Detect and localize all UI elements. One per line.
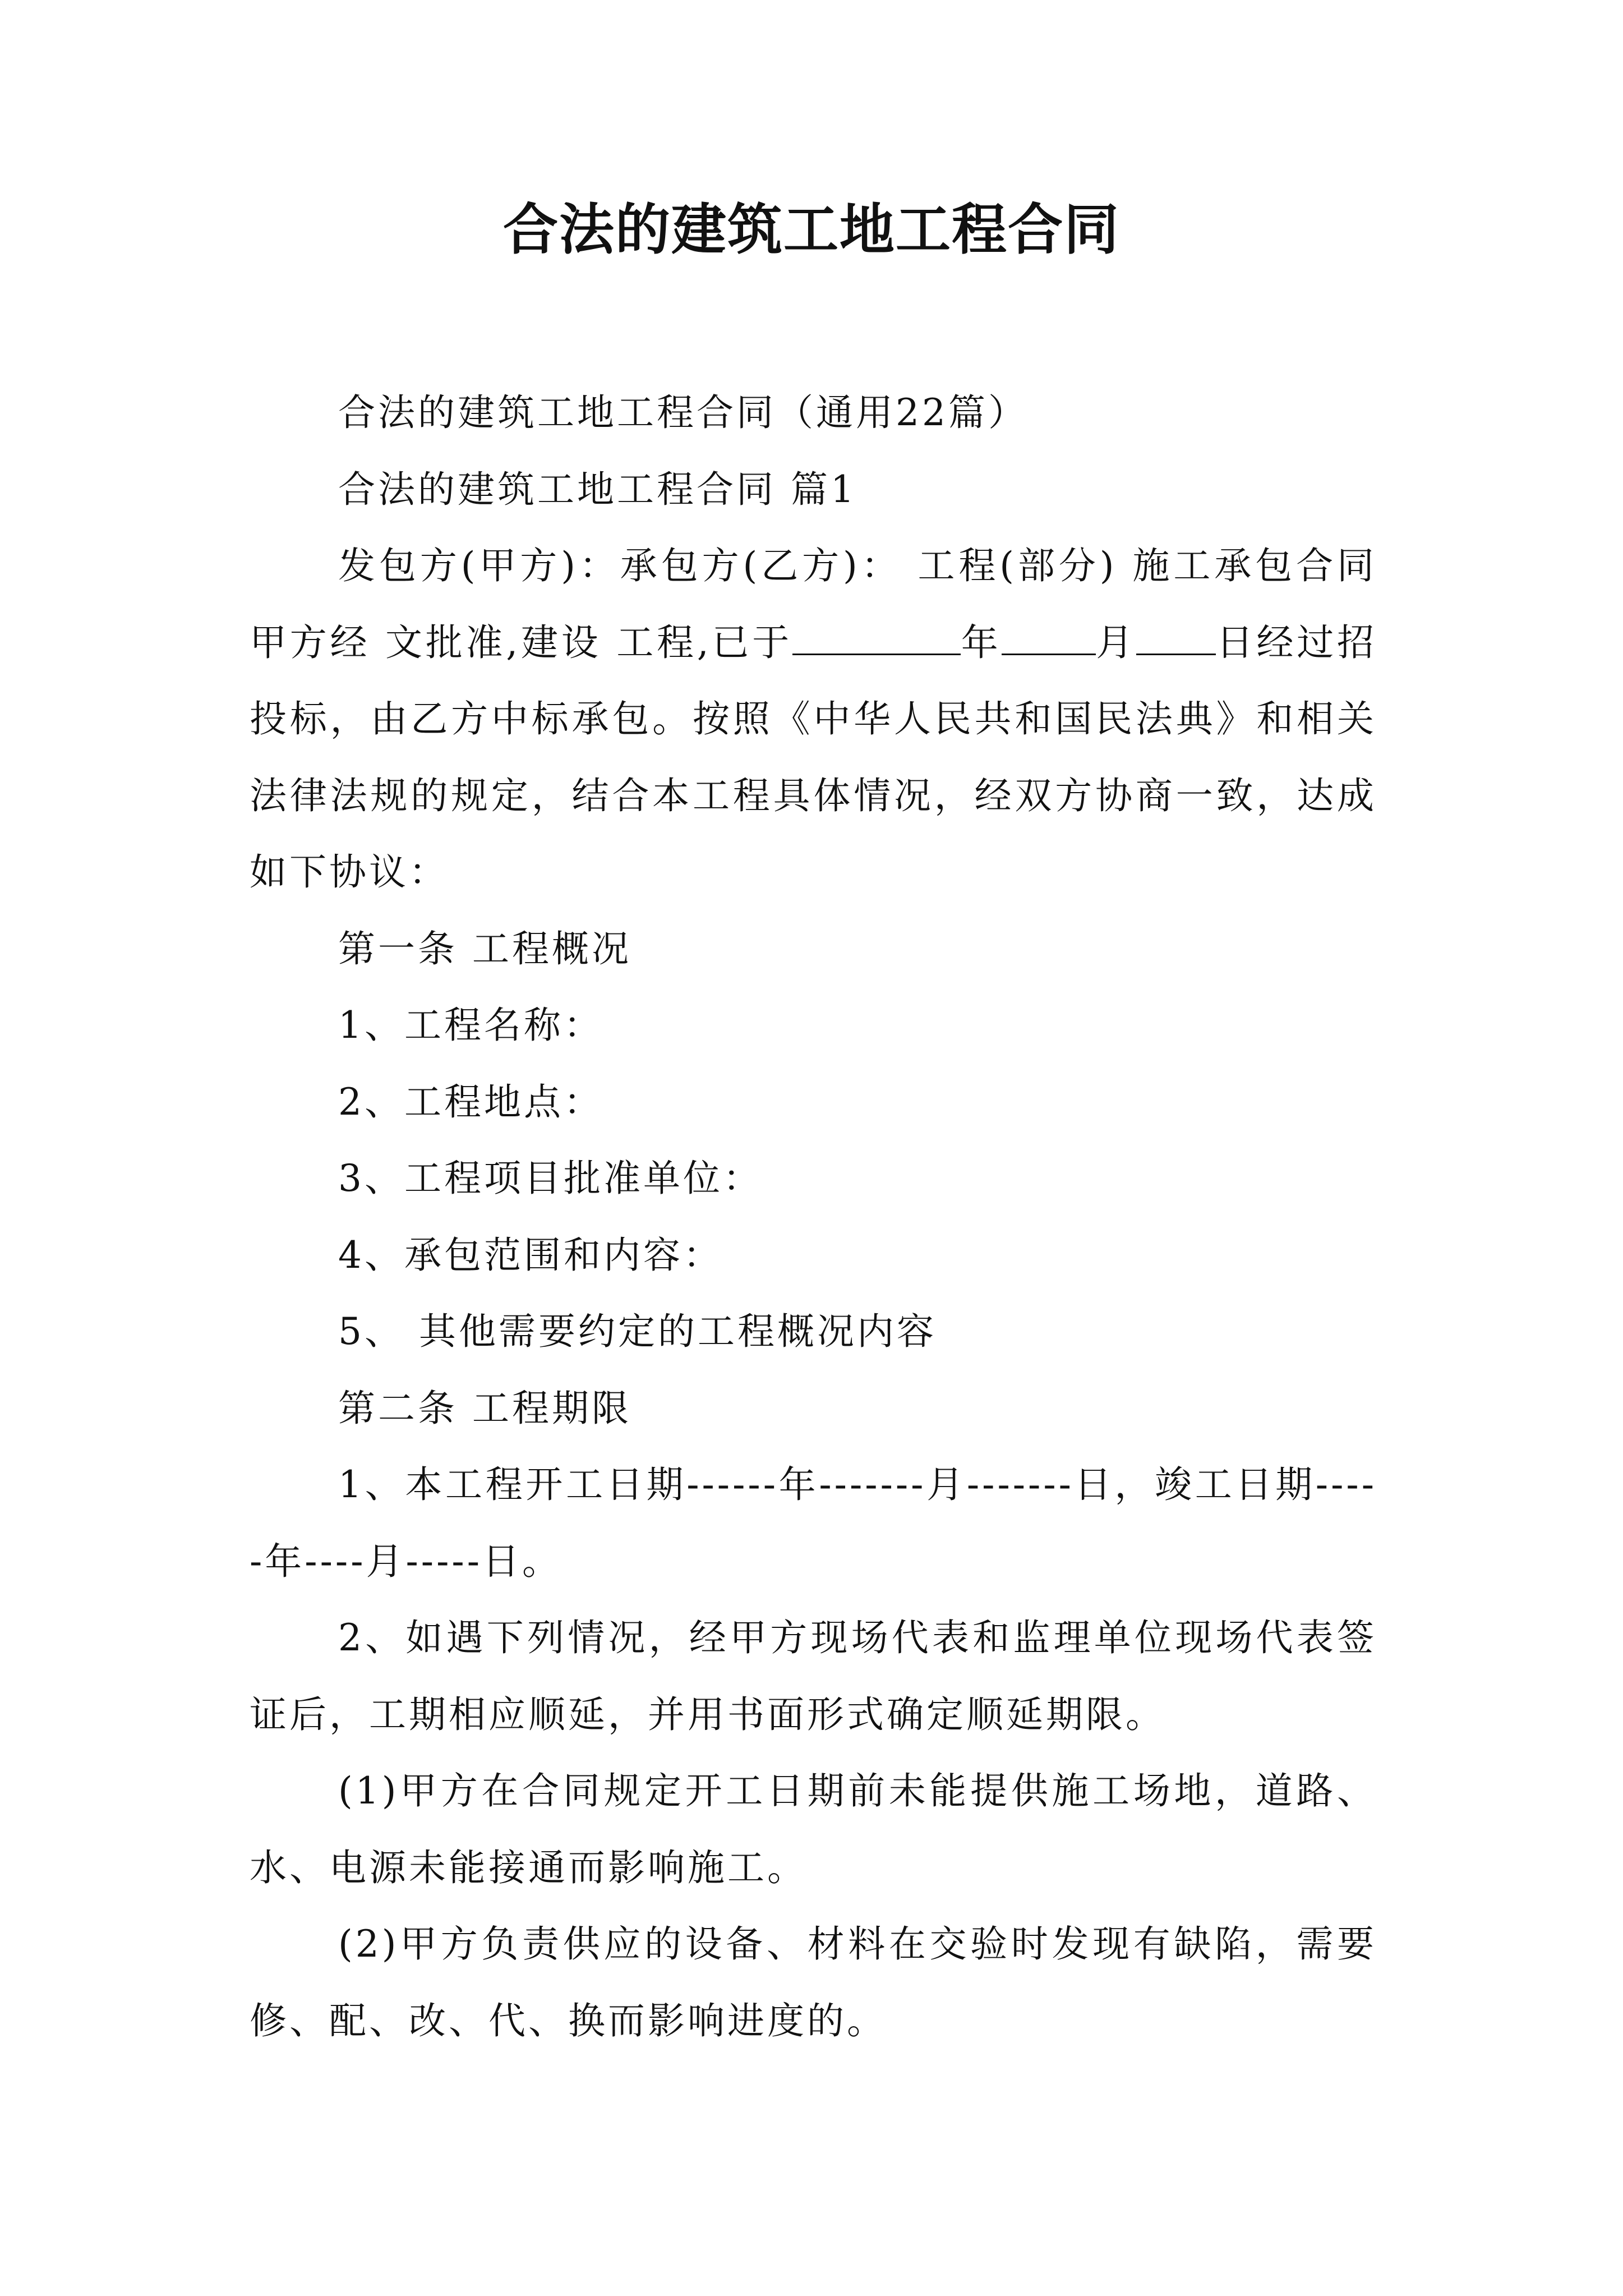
article-1-item-4: 4、承包范围和内容： (338, 1233, 723, 1277)
article-2-sub-1: (1)甲方在合同规定开工日期前未能提供施工场地，道路、水、电源未能接通而影响施工。 (250, 1769, 1377, 1889)
article-1-item-3: 3、工程项目批准单位： (338, 1157, 763, 1200)
document-title: 合法的建筑工地工程合同 (502, 198, 1120, 262)
intro-paragraph (250, 528, 1377, 911)
subtitle-paragraph: 合法的建筑工地工程合同（通用22篇） (338, 391, 1028, 434)
article-1-item-2: 2、工程地点： (338, 1080, 603, 1124)
chapter-heading: 合法的建筑工地工程合同 篇1 (338, 467, 857, 511)
intro-year-label: 年 (960, 620, 1002, 664)
intro-text-b: 日经过招投标，由乙方中标承包。按照《中华人民共和国民法典》和相关法律法规的规定，结合本工程具体情况，经双方协商一致，达成如下协议： (250, 620, 1377, 894)
article-1-item-5: 5、 其他需要约定的工程概况内容 (338, 1310, 937, 1353)
intro-month-label: 月 (1095, 620, 1137, 664)
article-2-item-2: 2、如遇下列情况，经甲方现场代表和监理单位现场代表签证后，工期相应顺延，并用书面形式确定顺延期限。 (250, 1616, 1377, 1736)
document-body (250, 375, 1377, 2059)
day-blank (1136, 620, 1216, 655)
intro-text-a: 发包方(甲方)：承包方(乙方)： 工程(部分) 施工承包合同甲方经 文批准,建设 工程,已于 (250, 544, 1377, 664)
article-1-heading: 第一条 工程概况 (338, 927, 631, 970)
article-2-item-1: 1、本工程开工日期------年-------月-------日，竣工日期-----年----月-----日。 (250, 1463, 1377, 1583)
year-blank (792, 620, 961, 655)
article-2-heading: 第二条 工程期限 (338, 1386, 631, 1430)
article-1-item-1: 1、工程名称： (338, 1004, 603, 1047)
article-2-sub-2: (2)甲方负责供应的设备、材料在交验时发现有缺陷，需要修、配、改、代、换而影响进度的。 (250, 1922, 1377, 2042)
month-blank (1002, 620, 1096, 655)
